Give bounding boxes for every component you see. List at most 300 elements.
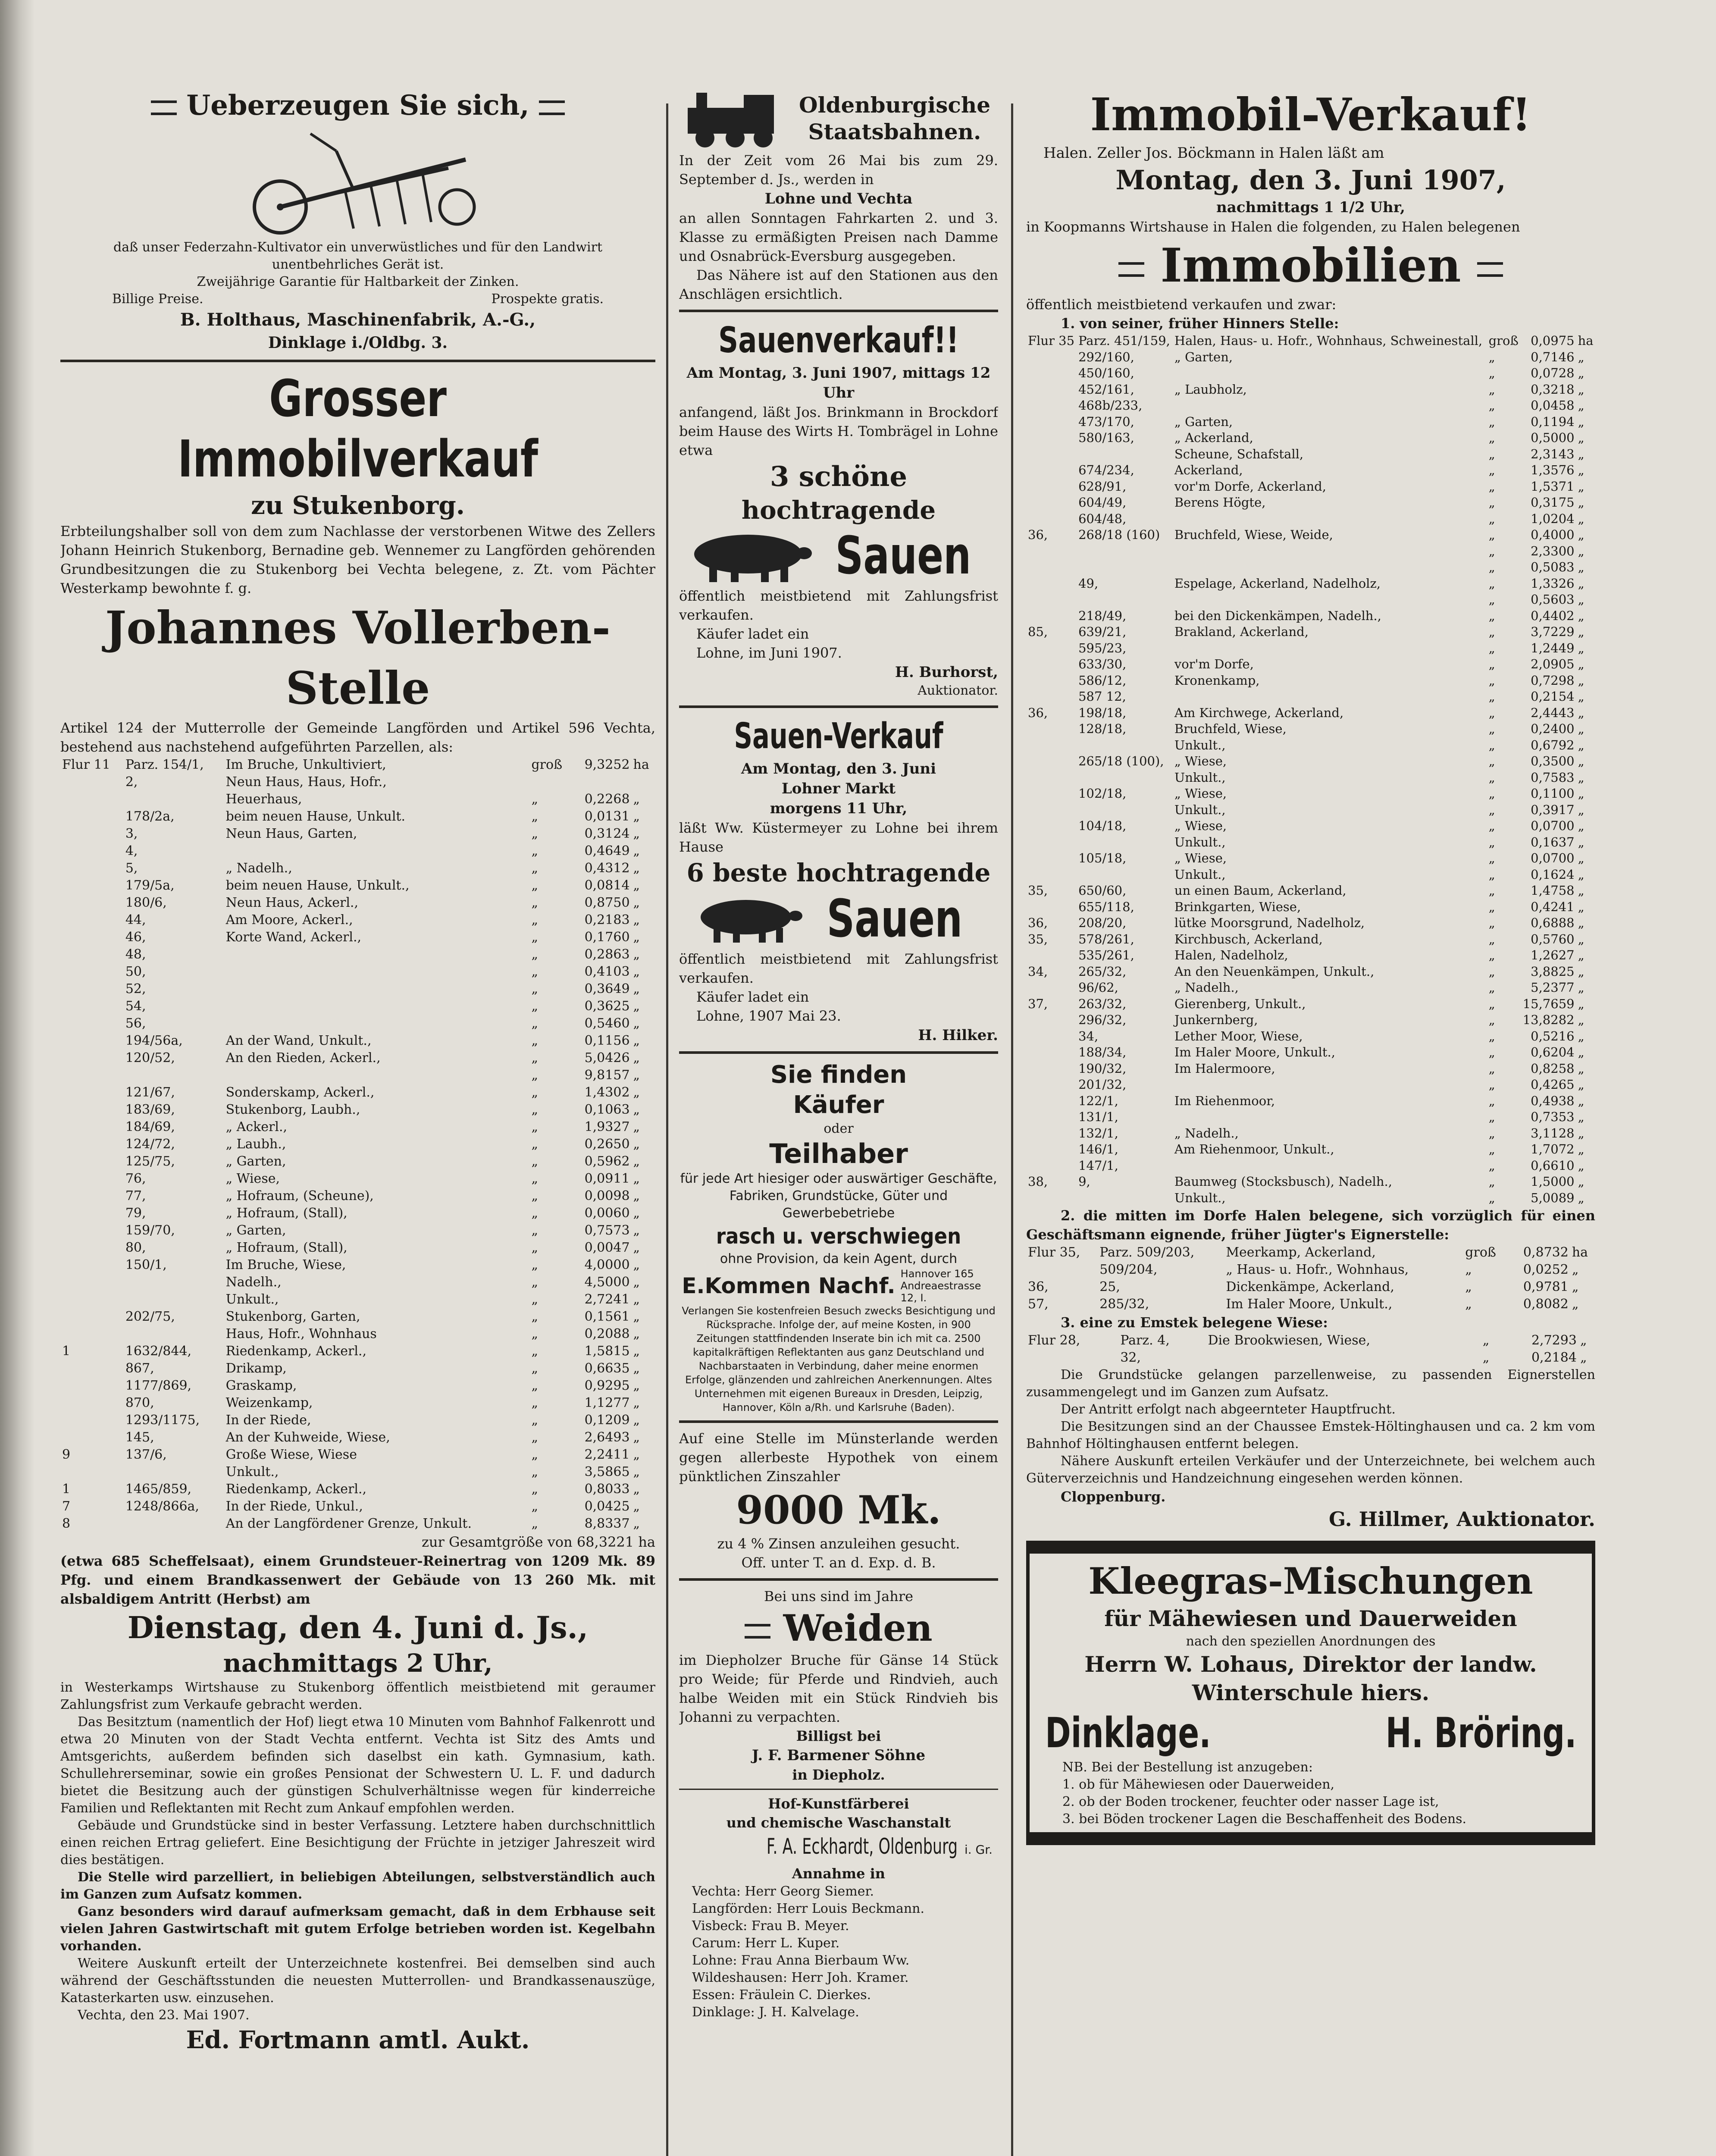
sow2-buyers: Käufer ladet ein — [696, 989, 809, 1005]
parcel-cell — [1077, 1190, 1173, 1206]
parcel-cell — [1077, 770, 1173, 786]
parcel-cell: Flur 35 — [1028, 333, 1075, 348]
parcel-cell — [60, 963, 124, 981]
railway-title-1: Oldenburgische — [799, 92, 991, 118]
parcel-cell: „ — [1465, 1279, 1472, 1294]
parcel-cell — [1026, 834, 1077, 851]
parcel-cell: „ Ackerl., — [225, 1119, 288, 1134]
parcel-cell: 1,4758 — [1531, 883, 1575, 898]
parcel-cell: „ — [1578, 1190, 1584, 1205]
column-rule-2 — [1011, 103, 1013, 2156]
mortgage-amount: 9000 Mk. — [736, 1487, 941, 1533]
parcel-cell: Bruchfeld, Wiese, Weide, — [1174, 527, 1333, 542]
parcel-cell — [1026, 608, 1077, 624]
plow-body: daß unser Federzahn-Kultivator ein unverwüstliches und für den Landwirt unentbehrliches Gerät ist. — [113, 240, 603, 272]
parcel-cell: „ Wiese, — [1174, 754, 1227, 768]
parcel-cell: „ — [1572, 1297, 1579, 1312]
parcel-cell: 96/62, — [1078, 980, 1118, 995]
parcel-cell: beim neuen Hause, Unkult., — [225, 878, 410, 893]
parcel-cell: „ — [633, 1395, 640, 1410]
parcel-row — [1026, 915, 1595, 931]
halen-paragraph-4: Nähere Auskunft erteilen Verkäufer und der Unterzeichnete, bei welchem auch Güterverzeichnis und Handzeichnung eingesehen werden können. — [1026, 1454, 1595, 1486]
parcel-cell: „ — [1488, 382, 1495, 397]
parcel-cell — [1026, 382, 1077, 398]
parcel-cell: 3,1128 — [1531, 1125, 1575, 1141]
parcel-cell: groß — [1488, 333, 1519, 348]
parcel-cell: „ — [531, 809, 539, 824]
parcel-cell: „ — [531, 1240, 539, 1255]
parcel-cell: „ — [633, 947, 640, 962]
parcel-row — [60, 946, 655, 963]
halen-paragraph-2: Der Antritt erfolgt nach abgeernteter Hauptfrucht. — [1061, 1402, 1396, 1417]
parcel-table — [60, 756, 655, 1532]
parcel-cell — [60, 1050, 124, 1067]
parcel-row — [60, 808, 655, 825]
agent-line-3: oder — [824, 1121, 854, 1136]
halen-group-2: 2. die mitten im Dorfe Halen belegene, sich vorzüglich für einen Geschäftsmann eignende, früher Jügter's Eignerstelle: — [1026, 1207, 1595, 1243]
parcel-cell: „ — [1488, 721, 1495, 736]
parcel-cell: 870, — [125, 1395, 154, 1410]
parcel-cell: „ — [531, 1482, 539, 1497]
sow1-signature: H. Burhorst, — [895, 664, 998, 681]
parcel-cell — [124, 1515, 224, 1532]
parcel-cell: „ — [531, 981, 539, 997]
pasture-firm: J. F. Barmener Söhne — [752, 1747, 926, 1764]
parcel-cell: 0,8082 — [1523, 1297, 1569, 1312]
parcel-cell — [1026, 1349, 1118, 1366]
stukenborg-paragraph-5: Ganz besonders wird darauf aufmerksam gemacht, daß in dem Erbhause seit vielen Jahren Gastwirtschaft mit gutem Erfolge betrieben worden ist. Kegelbahn vorhanden. — [60, 1904, 655, 1954]
parcel-row — [60, 1308, 655, 1326]
parcel-cell: 9,3252 — [584, 757, 630, 772]
parcel-row — [1026, 1158, 1595, 1174]
parcel-cell: Im Riehenmoor, — [1174, 1093, 1275, 1108]
parcel-cell: „ — [1488, 1012, 1495, 1027]
parcel-cell: 131/1, — [1078, 1109, 1118, 1124]
parcel-row — [60, 929, 655, 946]
decorative-bar — [1477, 262, 1503, 277]
parcel-cell — [1026, 980, 1077, 996]
parcel-cell: „ — [633, 1275, 640, 1290]
parcel-cell: Große Wiese, Wiese — [225, 1447, 357, 1462]
parcel-cell — [124, 1067, 224, 1084]
parcel-cell: 535/261, — [1078, 948, 1134, 962]
parcel-cell: 104/18, — [1078, 818, 1127, 833]
parcel-cell: 36, — [1028, 915, 1048, 930]
parcel-row — [60, 963, 655, 981]
parcel-cell: 9,8157 — [584, 1068, 630, 1083]
parcel-cell: „ — [1488, 1158, 1495, 1173]
stukenborg-intro: Erbteilungshalber soll von dem zum Nachlasse der verstorbenen Witwe des Zellers Johann Heinrich Stukenborg, Bernadine geb. Wennemer zu Langförden gehörenden Grundbesitzungen die zu Stukenborg bei Vechta belegene, z. Zt. vom Pächter Westerkamp bewohnte f. g. — [60, 523, 655, 596]
parcel-cell — [1026, 689, 1077, 705]
parcel-cell: 0,9295 — [584, 1378, 630, 1393]
parcel-cell: „ — [633, 826, 640, 841]
parcel-cell — [1173, 1109, 1487, 1125]
parcel-cell: 37, — [1028, 996, 1048, 1011]
parcel-row — [60, 877, 655, 894]
parcel-cell: 147/1, — [1078, 1158, 1118, 1173]
parcel-cell: „ — [1578, 414, 1584, 429]
parcel-cell — [1206, 1349, 1481, 1366]
dyer-agent: Carum: Herr L. Kuper. — [692, 1936, 840, 1951]
parcel-cell: „ — [531, 1188, 539, 1203]
parcel-cell: 473/170, — [1078, 414, 1134, 429]
parcel-cell: „ — [633, 1171, 640, 1186]
parcel-cell: „ — [1465, 1297, 1472, 1312]
parcel-cell: „ — [531, 1395, 539, 1410]
agent-line-7: ohne Provision, da kein Agent, durch — [720, 1251, 958, 1266]
parcel-cell: 0,6792 — [1531, 737, 1575, 752]
parcel-cell — [1026, 479, 1077, 495]
parcel-cell — [1026, 592, 1077, 608]
parcel-cell: Graskamp, — [225, 1378, 297, 1393]
parcel-cell — [224, 843, 530, 860]
parcel-row — [60, 1084, 655, 1101]
parcel-cell: 0,2088 — [584, 1326, 630, 1341]
parcel-cell: 2,7241 — [584, 1292, 630, 1307]
dyer-line-2: und chemische Waschanstalt — [726, 1814, 951, 1831]
parcel-cell: Dickenkämpe, Ackerland, — [1226, 1279, 1394, 1294]
parcel-cell: 0,7298 — [1531, 673, 1575, 688]
parcel-cell: „ — [1488, 1174, 1495, 1189]
parcel-cell: Unkult., — [1174, 770, 1226, 785]
parcel-cell: Parz. 154/1, — [125, 757, 204, 772]
agent-small-print: Verlangen Sie kostenfreien Besuch zwecks Besichtigung und Rücksprache. Infolge der, auf meine Kosten, in 900 Zeitungen stattfindenden Inserate bin ich mit ca. 2500 kapitalkräftigen Reflektanten aus ganz Deutschland und Nachbarstaaten in Verbindung, daher meine enormen Erfolge, glänzenden und zahlreichen Anerkennungen. Altes Unternehmen mit eigenen Bureaux in Dresden, Leipzig, Hannover, Köln a/Rh. und Karlsruhe (Baden). — [682, 1305, 996, 1413]
sow2-date: Am Montag, den 3. Juni — [741, 760, 936, 777]
parcel-cell — [1077, 834, 1173, 851]
parcel-cell — [1026, 770, 1077, 786]
clover-question-2: 2. ob der Boden trockener, feuchter oder nasser Lage ist, — [1062, 1794, 1439, 1809]
parcel-cell — [1077, 559, 1173, 576]
parcel-cell — [1026, 576, 1077, 592]
parcel-row — [1026, 689, 1595, 705]
cultivator-illustration — [60, 125, 655, 239]
parcel-cell: Nadelh., — [225, 1275, 282, 1290]
parcel-cell — [224, 963, 530, 981]
clover-by: nach den speziellen Anordnungen des — [1186, 1634, 1436, 1649]
parcel-cell: „ — [531, 861, 539, 876]
parcel-cell — [1026, 543, 1077, 560]
parcel-row — [1026, 624, 1595, 640]
parcel-row — [60, 1498, 655, 1515]
halen-time: nachmittags 1 1/2 Uhr, — [1216, 199, 1405, 216]
parcel-cell: „ — [1578, 802, 1584, 817]
parcel-cell: Korte Wand, Ackerl., — [225, 930, 362, 945]
parcel-cell: An den Rieden, Ackerl., — [225, 1050, 381, 1065]
parcel-cell: 0,1100 — [1531, 786, 1575, 801]
parcel-row — [1026, 430, 1595, 446]
dyer-suffix: i. Gr. — [964, 1843, 993, 1857]
parcel-cell: 190/32, — [1078, 1061, 1127, 1076]
parcel-cell: „ — [1488, 1028, 1495, 1044]
parcel-cell: „ — [531, 1119, 539, 1134]
parcel-cell — [1026, 430, 1077, 446]
parcel-cell: 0,2400 — [1531, 721, 1575, 736]
parcel-cell: „ Wiese, — [1174, 786, 1227, 801]
parcel-row — [60, 774, 655, 791]
parcel-row — [60, 1360, 655, 1377]
parcel-cell: „ Garten, — [225, 1154, 286, 1169]
parcel-cell: „ — [633, 1068, 640, 1083]
parcel-cell: „ — [633, 1016, 640, 1031]
parcel-cell: 50, — [125, 964, 146, 979]
parcel-cell: „ — [531, 1499, 539, 1514]
parcel-cell — [1026, 850, 1077, 867]
parcel-cell: 0,2863 — [584, 947, 630, 962]
parcel-cell: „ — [1578, 1158, 1584, 1173]
parcel-cell: „ — [1488, 560, 1495, 574]
halen-paragraph-1: Die Grundstücke gelangen parzellenweise, zu passenden Eignerstellen zusammengelegt und im Ganzen zum Aufsatz. — [1026, 1367, 1595, 1400]
parcel-cell: 32, — [1120, 1350, 1141, 1365]
parcel-cell: 184/69, — [125, 1119, 175, 1134]
parcel-cell — [529, 774, 572, 791]
parcel-cell: 54, — [125, 999, 146, 1014]
stukenborg-signature: Ed. Fortmann amtl. Aukt. — [186, 2026, 530, 2054]
parcel-cell: 201/32, — [1078, 1077, 1127, 1092]
railway-text-2: an allen Sonntagen Fahrkarten 2. und 3. Klasse zu ermäßigten Preisen nach Damme und Osnabrück-Eversburg ausgegeben. — [679, 210, 998, 264]
parcel-cell: „ — [633, 1119, 640, 1134]
agent-line-6: rasch u. verschwiegen — [716, 1224, 961, 1249]
parcel-cell: „ — [531, 826, 539, 841]
parcel-row — [1026, 608, 1595, 624]
parcel-cell: 633/30, — [1078, 657, 1127, 671]
sow1-big: Sauen — [835, 526, 971, 586]
parcel-cell: „ — [531, 792, 539, 807]
parcel-cell: „ — [1488, 1190, 1495, 1205]
parcel-cell: 452/161, — [1078, 382, 1134, 397]
parcel-cell — [1173, 559, 1487, 576]
parcel-cell: 263/32, — [1078, 996, 1127, 1011]
parcel-cell — [1026, 753, 1077, 770]
parcel-cell: 145, — [125, 1430, 154, 1445]
parcel-cell: 0,0700 — [1531, 851, 1575, 865]
parcel-cell: 0,3625 — [584, 999, 630, 1014]
parcel-cell: 76, — [125, 1171, 146, 1186]
parcel-cell: 5,0426 — [584, 1050, 630, 1065]
sow2-time: morgens 11 Uhr, — [770, 800, 908, 817]
decorative-bar — [1118, 262, 1144, 277]
parcel-cell: „ — [633, 1516, 640, 1531]
parcel-row — [60, 912, 655, 929]
parcel-cell — [1026, 1012, 1077, 1028]
mortgage-advertisement — [679, 1429, 998, 1572]
parcel-cell: 1,2449 — [1531, 640, 1575, 655]
parcel-cell: Parz. 509/203, — [1099, 1245, 1195, 1260]
parcel-row — [60, 1188, 655, 1205]
sow2-signature: H. Hilker. — [918, 1027, 998, 1044]
parcel-cell: 122/1, — [1078, 1093, 1118, 1108]
column-3 — [1026, 86, 1595, 2156]
parcel-cell: „ — [1578, 543, 1584, 558]
parcel-cell: Weizenkamp, — [225, 1395, 313, 1410]
parcel-cell: 5, — [125, 861, 138, 876]
parcel-cell — [1026, 398, 1077, 414]
clover-place: Dinklage. — [1045, 1709, 1211, 1757]
parcel-cell: 0,7353 — [1531, 1109, 1575, 1124]
parcel-cell: „ — [1578, 689, 1584, 704]
pasture-text: im Diepholzer Bruche für Gänse 14 Stück pro Weide; für Pferde und Rindvieh, auch halbe Weiden mit ein Stück Rindvieh bis Johanni zu verpachten. — [679, 1652, 998, 1725]
parcel-cell: ha — [1578, 333, 1594, 348]
railway-text: In der Zeit vom 26 Mai bis zum 29. September d. Js., werden in — [679, 152, 998, 188]
parcel-row — [60, 1205, 655, 1222]
parcel-cell: 1,0204 — [1531, 511, 1575, 526]
parcel-row — [1026, 1125, 1595, 1142]
parcel-cell: „ — [633, 1378, 640, 1393]
parcel-cell — [60, 860, 124, 877]
parcel-cell: lütke Moorsgrund, Nadelholz, — [1174, 915, 1365, 930]
halen-place: in Koopmanns Wirtshause in Halen die folgenden, zu Halen belegenen — [1026, 219, 1520, 235]
parcel-cell: 159/70, — [125, 1223, 175, 1238]
parcel-cell: „ — [1488, 689, 1495, 704]
parcel-cell: 867, — [125, 1361, 154, 1376]
parcel-cell: 0,5000 — [1531, 430, 1575, 445]
parcel-cell: „ — [531, 1085, 539, 1100]
parcel-row — [1026, 1332, 1595, 1349]
parcel-cell: „ — [633, 809, 640, 824]
parcel-cell — [1026, 899, 1077, 915]
parcel-row — [1026, 850, 1595, 867]
parcel-cell: „ — [1578, 560, 1584, 574]
parcel-cell: 1,9327 — [584, 1119, 630, 1134]
parcel-cell — [632, 774, 655, 791]
parcel-cell — [224, 946, 530, 963]
halen-signature: G. Hillmer, Auktionator. — [1328, 1507, 1595, 1531]
parcel-cell: 0,4265 — [1531, 1077, 1575, 1092]
parcel-cell: „ — [531, 1378, 539, 1393]
parcel-cell: ha — [633, 757, 649, 772]
parcel-cell: 655/118, — [1078, 899, 1134, 914]
parcel-cell: 0,0728 — [1531, 366, 1575, 380]
parcel-cell: „ — [633, 1033, 640, 1048]
parcel-row — [1026, 1190, 1595, 1206]
parcel-cell: 1 — [62, 1344, 71, 1359]
parcel-cell: „ — [1488, 770, 1495, 785]
parcel-cell: „ — [1578, 1093, 1584, 1108]
halen-group-1: 1. von seiner, früher Hinners Stelle: — [1061, 315, 1339, 332]
parcel-cell: Baumweg (Stocksbusch), Nadelh., — [1174, 1174, 1392, 1189]
parcel-cell: 0,3500 — [1531, 754, 1575, 768]
parcel-cell: 0,8258 — [1531, 1061, 1575, 1076]
parcel-cell: Im Halermoore, — [1174, 1061, 1275, 1076]
sow1-date: Am Montag, 3. Juni 1907, mittags 12 Uhr — [686, 364, 991, 401]
parcel-cell: 1293/1175, — [125, 1413, 200, 1428]
stukenborg-paragraph-2: Das Besitztum (namentlich der Hof) liegt etwa 10 Minuten vom Bahnhof Falkenrott und etwa 20 Minuten von der Stadt Vechta entfernt. Vechta ist Sitz des Amts und Amtsgerichts, außerdem befinden sich daselbst ein kath. Gymnasium, kath. Schullehrerseminar, sowie ein großes Pensionat der Schwestern U. L. F. und dadurch bietet die Besitzung auch der günstigen Schulverhältnisse wegen für kinderreiche Familien und Reflektanten mit Recht zum Ankauf empfohlen werden. — [60, 1714, 655, 1816]
parcel-cell: „ — [1578, 1012, 1584, 1027]
parcel-cell: „ — [1572, 1279, 1579, 1294]
parcel-cell — [60, 1463, 124, 1481]
parcel-cell — [1026, 1190, 1077, 1206]
parcel-cell: Flur 35, — [1028, 1245, 1080, 1260]
parcel-cell: „ — [1578, 1142, 1584, 1156]
parcel-cell: 0,0814 — [584, 878, 630, 893]
parcel-cell — [60, 1153, 124, 1170]
parcel-cell: „ — [531, 1430, 539, 1445]
parcel-cell: „ — [1488, 705, 1495, 720]
dyer-agent: Vechta: Herr Georg Siemer. — [692, 1884, 874, 1899]
parcel-row — [1026, 414, 1595, 430]
parcel-cell: 604/49, — [1078, 495, 1127, 510]
parcel-cell: Unkult., — [225, 1464, 279, 1479]
divider-bar — [1026, 1541, 1595, 1554]
clover-advertisement — [1026, 1554, 1595, 1832]
parcel-cell: „ — [531, 1292, 539, 1307]
parcel-cell: Ackerland, — [1174, 463, 1243, 477]
parcel-row — [60, 1343, 655, 1360]
parcel-cell: Die Brookwiesen, Wiese, — [1208, 1333, 1370, 1348]
parcel-cell: „ — [1578, 592, 1584, 607]
parcel-row — [1026, 673, 1595, 689]
parcel-cell: 296/32, — [1078, 1012, 1127, 1027]
parcel-cell: 0,4103 — [584, 964, 630, 979]
parcel-cell — [1077, 446, 1173, 463]
parcel-cell: 188/34, — [1078, 1045, 1127, 1059]
parcel-cell — [1026, 737, 1077, 754]
parcel-cell: 0,2268 — [584, 792, 630, 807]
parcel-row — [1026, 495, 1595, 511]
parcel-row — [1026, 753, 1595, 770]
parcel-cell: „ — [1578, 867, 1584, 882]
parcel-cell — [1077, 543, 1173, 560]
parcel-cell: 46, — [125, 930, 146, 945]
parcel-cell — [60, 912, 124, 929]
parcel-cell: „ — [633, 1240, 640, 1255]
stukenborg-time: nachmittags 2 Uhr, — [223, 1648, 493, 1678]
parcel-cell: 628/91, — [1078, 479, 1127, 494]
parcel-cell: Im Bruche, Unkultiviert, — [225, 757, 386, 772]
parcel-cell: Kirchbusch, Ackerland, — [1174, 931, 1323, 946]
parcel-cell: „ — [531, 1344, 539, 1359]
parcel-cell: 179/5a, — [125, 878, 175, 893]
mortgage-rate: zu 4 % Zinsen anzuleihen gesucht. — [717, 1536, 960, 1552]
parcel-cell: „ — [531, 1137, 539, 1152]
parcel-cell: „ — [1488, 818, 1495, 833]
parcel-cell — [60, 825, 124, 843]
parcel-cell: „ — [1488, 511, 1495, 526]
parcel-cell — [60, 877, 124, 894]
parcel-cell: 8,8337 — [584, 1516, 630, 1531]
parcel-cell: 1248/866a, — [125, 1499, 199, 1514]
parcel-cell: 56, — [125, 1016, 146, 1031]
parcel-cell — [60, 1015, 124, 1032]
parcel-row — [1026, 640, 1595, 657]
dyer-firm: F. A. Eckhardt, Oldenburg — [766, 1834, 958, 1859]
dyer-agent: Lohne: Frau Anna Bierbaum Ww. — [692, 1953, 910, 1968]
parcel-cell — [60, 1136, 124, 1153]
parcel-row — [60, 1429, 655, 1446]
parcel-row — [1026, 1244, 1595, 1261]
parcel-cell: „ — [531, 1102, 539, 1117]
parcel-cell: 85, — [1028, 624, 1048, 639]
parcel-cell: „ — [1488, 592, 1495, 607]
parcel-cell: „ — [633, 930, 640, 945]
parcel-cell: „ Wiese, — [1174, 851, 1227, 865]
parcel-row — [1026, 834, 1595, 851]
parcel-cell — [60, 1395, 124, 1412]
parcel-cell: 4,0000 — [584, 1257, 630, 1272]
parcel-cell: „ — [1578, 786, 1584, 801]
parcel-cell: Junkernberg, — [1174, 1012, 1258, 1027]
parcel-cell: „ — [1488, 414, 1495, 429]
parcel-cell: „ — [1578, 624, 1584, 639]
parcel-row — [1026, 721, 1595, 737]
parcel-cell — [1026, 414, 1077, 430]
parcel-row — [60, 1412, 655, 1429]
parcel-cell — [224, 1015, 530, 1032]
parcel-cell: „ — [531, 1154, 539, 1169]
parcel-cell: „ — [531, 843, 539, 859]
parcel-cell: 0,1063 — [584, 1102, 630, 1117]
parcel-cell: 604/48, — [1078, 511, 1127, 526]
parcel-cell: „ — [1488, 996, 1495, 1011]
